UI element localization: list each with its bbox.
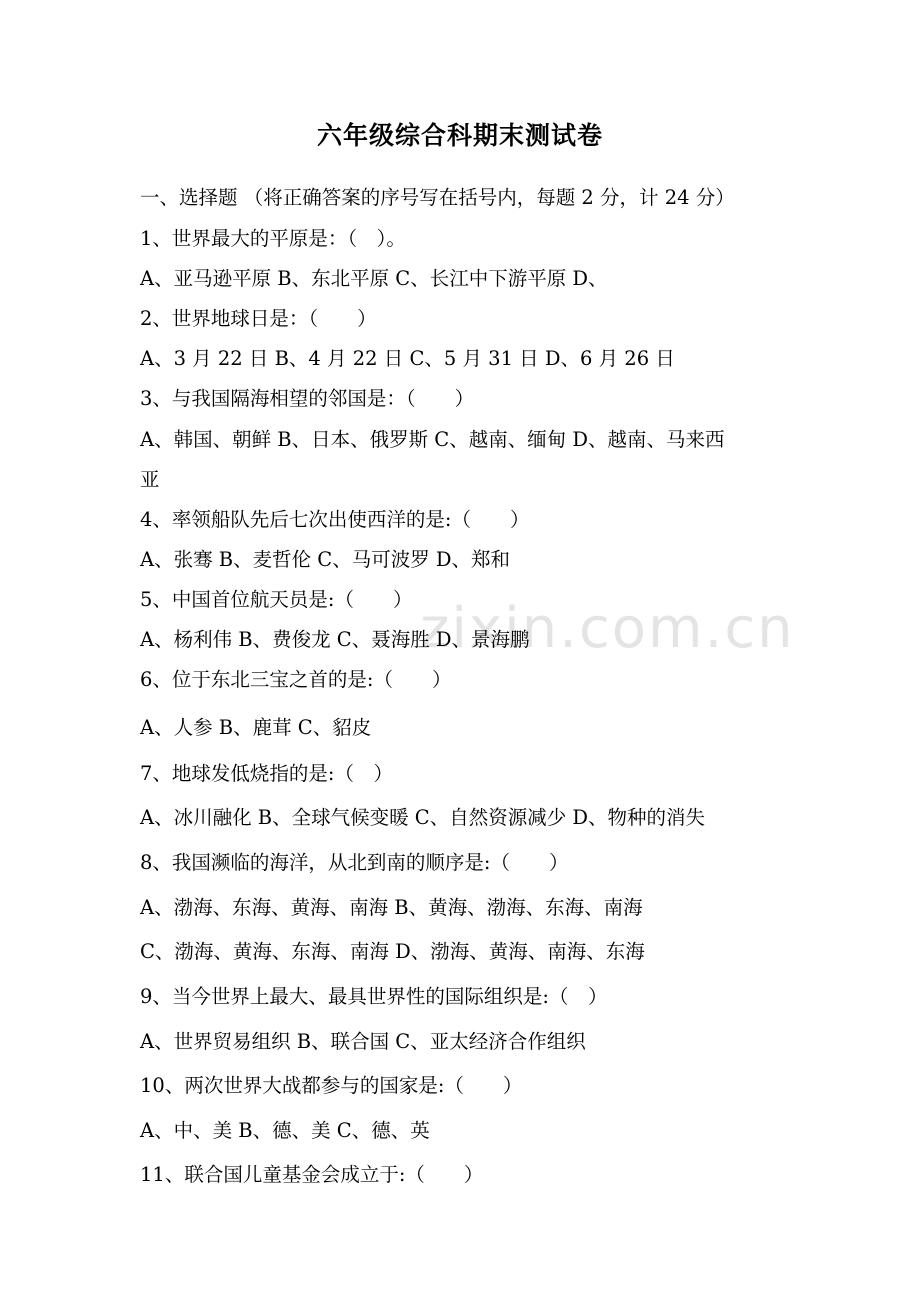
question-8-options: A、渤海、东海、黄海、南海 B、黄海、渤海、东海、南海	[140, 896, 643, 919]
question-7: 7、地球发低烧指的是:（ ）	[140, 762, 393, 785]
question-8-options-2: C、渤海、黄海、东海、南海 D、渤海、黄海、南海、东海	[140, 940, 645, 963]
question-3: 3、与我国隔海相望的邻国是：（ ）	[140, 387, 475, 410]
question-9-options: A、世界贸易组织 B、联合国 C、亚太经济合作组织	[140, 1030, 586, 1053]
question-1-options: A、亚马逊平原 B、东北平原 C、长江中下游平原 D、	[140, 267, 608, 290]
question-9: 9、当今世界上最大、最具世界性的国际组织是:（ ）	[140, 985, 608, 1008]
question-7-options: A、冰川融化 B、全球气候变暖 C、自然资源减少 D、物种的消失	[140, 806, 706, 829]
page-title: 六年级综合科期末测试卷	[316, 121, 603, 150]
question-8: 8、我国濒临的海洋，从北到南的顺序是:（ ）	[140, 851, 569, 874]
question-2-options: A、3 月 22 日 B、4 月 22 日 C、5 月 31 日 D、6 月 26 日	[140, 347, 675, 370]
question-11: 11、联合国儿童基金会成立于:（ ）	[140, 1163, 484, 1186]
watermark: zixin.com.cn	[420, 596, 795, 661]
question-5-options: A、杨利伟 B、费俊龙 C、聂海胜 D、景海鹏	[140, 628, 530, 651]
question-10-options: A、中、美 B、德、美 C、德、英	[140, 1119, 430, 1142]
question-4-options: A、张骞 B、麦哲伦 C、马可波罗 D、郑和	[140, 548, 511, 571]
question-10: 10、两次世界大战都参与的国家是:（ ）	[140, 1074, 523, 1097]
question-6: 6、位于东北三宝之首的是:（ ）	[140, 668, 452, 691]
question-2: 2、世界地球日是：（ ）	[140, 307, 377, 330]
question-5: 5、中国首位航天员是:（ ）	[140, 588, 413, 611]
question-1: 1、世界最大的平原是：（ ）。	[140, 227, 406, 250]
section-header: 一、选择题 （将正确答案的序号写在括号内，每题 2 分，计 24 分）	[140, 186, 735, 209]
question-4: 4、率领船队先后七次出使西洋的是:（ ）	[140, 508, 530, 531]
question-6-options: A、人参 B、鹿茸 C、貂皮	[140, 716, 372, 739]
question-3-options-wrap: 亚	[140, 468, 160, 491]
question-3-options: A、韩国、朝鲜 B、日本、俄罗斯 C、越南、缅甸 D、越南、马来西	[140, 428, 725, 451]
